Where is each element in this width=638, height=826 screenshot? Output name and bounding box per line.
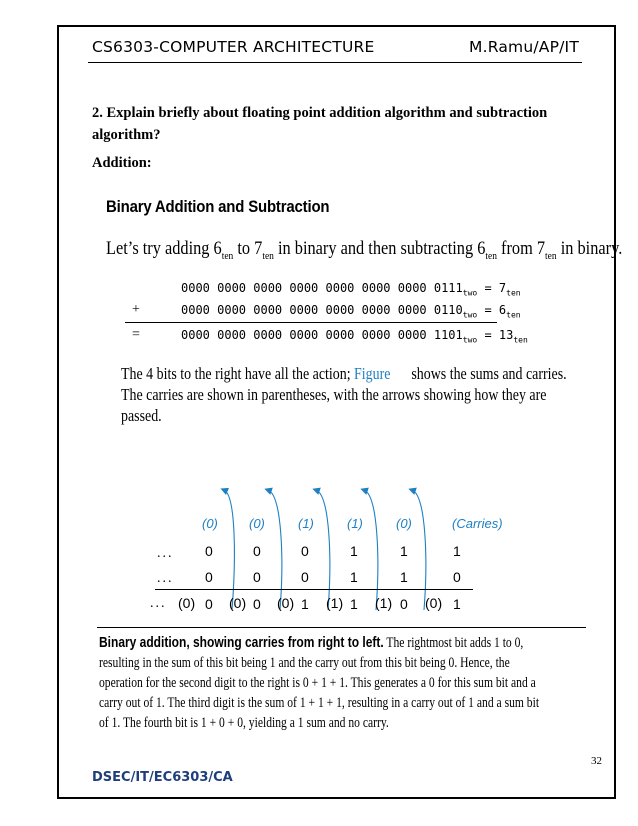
carry-label: (1)	[347, 516, 363, 531]
equals-operator: =	[132, 327, 140, 342]
row3-carry: (1)	[375, 595, 393, 611]
row2-digit: 0	[301, 569, 309, 585]
figure-title: Binary Addition and Subtraction	[106, 197, 330, 216]
header-author: M.Ramu/AP/IT	[469, 38, 579, 56]
row1-digit: 1	[350, 543, 358, 559]
carry-sum-rule	[155, 589, 473, 590]
row3-digit: 1	[453, 596, 461, 612]
row2-digit: 1	[350, 569, 358, 585]
row1-digit: 0	[253, 543, 261, 559]
figure-link[interactable]: Figure	[354, 364, 391, 383]
carry-arrow-2	[268, 490, 282, 610]
carry-arrow-1	[224, 490, 234, 610]
header-course: CS6303-COMPUTER ARCHITECTURE	[92, 38, 375, 56]
figure-intro: Let’s try adding $6_{ten}$ to $7_{ten}$ in binary and then subtracting $6_{ten}$ from $7_{ten}$ in binary.	[106, 238, 623, 262]
row1-digit: 1	[453, 543, 461, 559]
row3-digit: 1	[301, 596, 309, 612]
row3-carry: (0)	[425, 595, 443, 611]
row3-digit: 0	[400, 596, 408, 612]
row3-carry: (0)	[277, 595, 295, 611]
figure-caption: Binary addition, showing carries from right to left. The rightmost bit adds 1 to 0, resulting in the sum of this bit being 1 and the carry out from this bit being 0. Hence, the operation for the second digit to the right is 0 + 1 + 1. This generates a 0 for this sum bit and a carry out of 1. The third digit is the sum of 1 + 1 + 1, resulting in a carry out of 1 and a sum bit of 1. The fourth bit is 1 + 0 + 0, yielding a 1 sum and no carry.	[99, 634, 540, 731]
carry-arrow-4	[364, 490, 378, 610]
row1-digit: 0	[301, 543, 309, 559]
carry-arrow-3	[316, 490, 330, 610]
row3-digit: 0	[253, 596, 261, 612]
ellipsis: ...	[157, 571, 174, 586]
row1-digit: 0	[205, 543, 213, 559]
ellipsis: ...	[157, 546, 174, 561]
caption-rule	[97, 627, 586, 628]
row3-carry: (0)	[178, 595, 196, 611]
carries-legend: (Carries)	[452, 516, 503, 531]
footer-code: DSEC/IT/EC6303/CA	[92, 770, 233, 785]
row1-digit: 1	[400, 543, 408, 559]
carry-arrow-5	[412, 490, 426, 610]
binary-row-7: 0000 0000 0000 0000 0000 0000 0000 $0111_{two} = 7_{ten}$	[181, 281, 521, 298]
carry-label: (0)	[202, 516, 218, 531]
figure-paragraph: The 4 bits to the right have all the action; Figure shows the sums and carries. The carries are shown in parentheses, with the arrows showing how they are passed.	[121, 364, 567, 425]
ellipsis: ...	[150, 596, 167, 611]
carry-label: (0)	[396, 516, 412, 531]
carry-label: (1)	[298, 516, 314, 531]
question-text: 2. Explain briefly about floating point addition algorithm and subtraction algorithm?	[92, 105, 548, 143]
row3-carry: (1)	[326, 595, 344, 611]
row3-digit: 1	[350, 596, 358, 612]
row2-digit: 0	[205, 569, 213, 585]
row2-digit: 0	[453, 569, 461, 585]
row3-digit: 0	[205, 596, 213, 612]
carry-label: (0)	[249, 516, 265, 531]
row3-carry: (0)	[229, 595, 247, 611]
binary-row-13: 0000 0000 0000 0000 0000 0000 0000 $1101_{two} = 13_{ten}$	[181, 328, 528, 345]
plus-operator: +	[132, 302, 140, 317]
row2-digit: 1	[400, 569, 408, 585]
binary-row-6: 0000 0000 0000 0000 0000 0000 0000 $0110_{two} = 6_{ten}$	[181, 303, 521, 320]
page-number: 32	[591, 755, 602, 767]
row2-digit: 0	[253, 569, 261, 585]
addition-heading: Addition:	[92, 155, 152, 171]
